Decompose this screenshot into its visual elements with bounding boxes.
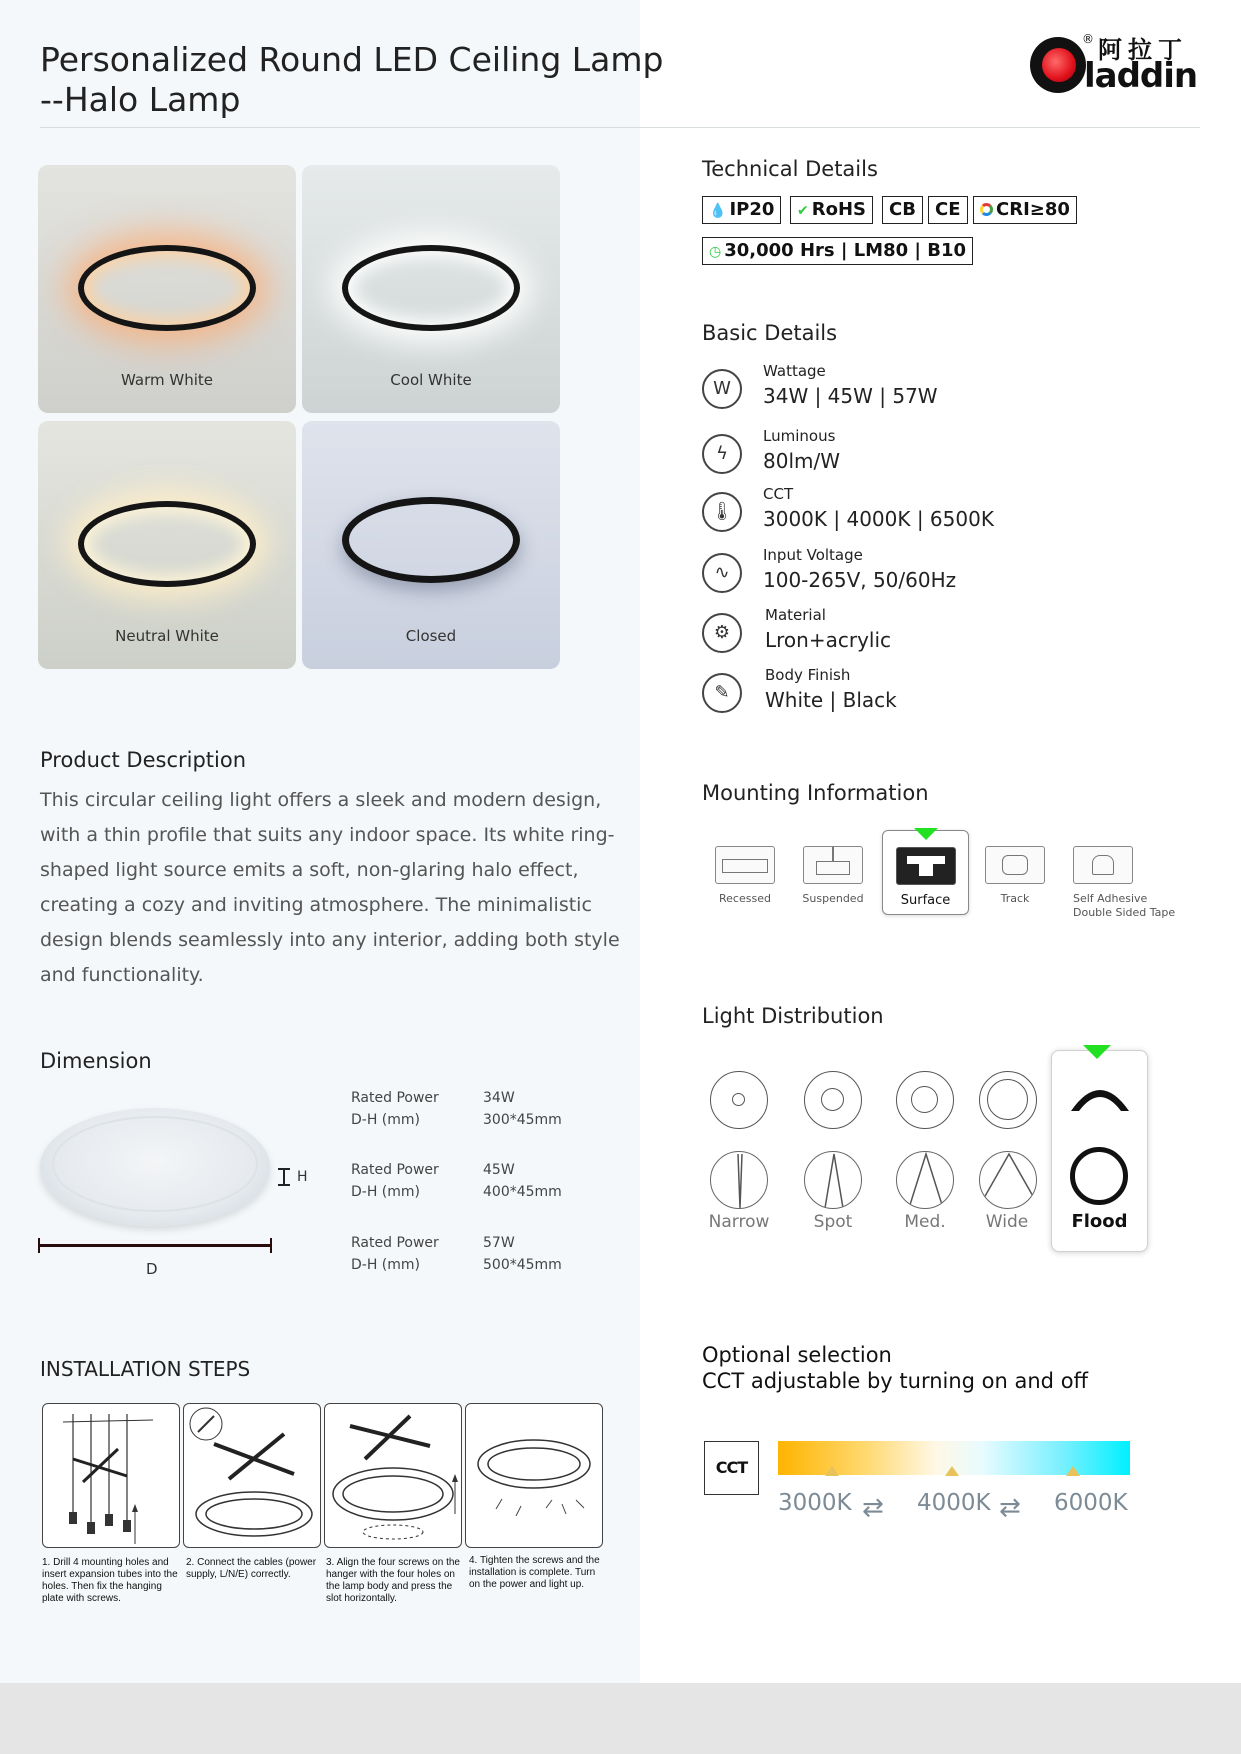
beam-label: Med. [904, 1212, 946, 1232]
selected-indicator-icon [914, 828, 938, 840]
install-step-2-illustration [183, 1403, 321, 1548]
rohs-check-icon: ✔ [797, 203, 809, 219]
photo-neutral-white [38, 421, 296, 669]
cct-value: 4000K [917, 1490, 991, 1516]
basic-value: White | Black [765, 688, 897, 712]
install-step-1-text: 1. Drill 4 mounting holes and insert expansion tubes into the holes. Then fix the hanging plate with screws. [42, 1557, 178, 1604]
lamp-ring [342, 497, 520, 583]
spec-key: D-H (mm) [351, 1184, 421, 1200]
spec-key: D-H (mm) [351, 1112, 421, 1128]
beam-label: Narrow [708, 1212, 770, 1232]
surface-icon [896, 847, 956, 885]
product-description-heading: Product Description [40, 748, 247, 772]
technical-details-heading: Technical Details [702, 157, 878, 181]
basic-label: Luminous [763, 427, 836, 445]
install-step-4-text: 4. Tighten the screws and the installation is complete. Turn on the power and light up. [469, 1555, 600, 1590]
basic-value: 34W | 45W | 57W [763, 384, 938, 408]
photo-label: Neutral White [115, 627, 219, 645]
light-distribution-heading: Light Distribution [702, 1004, 884, 1028]
logo-chinese-text: 阿拉丁 [1098, 36, 1188, 64]
spec-row-45w [351, 1159, 562, 1203]
spec-key: D-H (mm) [351, 1257, 421, 1273]
spot-beam-angle-icon [804, 1151, 862, 1209]
recessed-icon [715, 846, 775, 884]
cct-marker-6000k [1066, 1466, 1080, 1476]
spot-beam-top-icon [804, 1071, 862, 1129]
wide-beam-top-icon [979, 1071, 1037, 1129]
diameter-line [38, 1244, 272, 1247]
track-icon [985, 846, 1045, 884]
basic-label: Wattage [763, 362, 826, 380]
cct-marker-4000k [945, 1466, 959, 1476]
beam-label-selected: Flood [1071, 1211, 1128, 1232]
flood-option-selected[interactable] [1051, 1050, 1148, 1252]
optional-line-1: Optional selection [702, 1343, 892, 1367]
spec-key: Rated Power [351, 1090, 439, 1106]
suspended-icon [803, 846, 863, 884]
header-divider [40, 127, 1200, 128]
mount-label [1073, 892, 1176, 920]
wattage-icon: W [702, 369, 742, 409]
height-marker-icon [278, 1168, 290, 1186]
cct-value: 3000K [778, 1490, 852, 1516]
basic-label: Body Finish [765, 666, 851, 684]
paint-brush-icon: ✎ [702, 673, 742, 713]
basic-value: Lron+acrylic [765, 628, 892, 652]
selected-indicator-icon [1083, 1045, 1111, 1059]
mount-option-self-adhesive[interactable] [1073, 846, 1176, 920]
badge-cri [973, 196, 1077, 224]
mount-label-line2: Double Sided Tape [1073, 906, 1176, 919]
medium-beam-top-icon [896, 1071, 954, 1129]
spec-value: 45W [483, 1162, 515, 1178]
mount-option-track[interactable] [984, 846, 1046, 906]
wide-beam-angle-icon [979, 1151, 1037, 1209]
photo-closed [302, 421, 560, 669]
installation-heading: INSTALLATION STEPS [40, 1357, 251, 1381]
badge-lifetime [702, 237, 973, 265]
lamp-ring [342, 245, 520, 331]
lightning-icon: ϟ [702, 434, 742, 474]
badge-text: IP20 [729, 199, 775, 220]
title-line-1: Personalized Round LED Ceiling Lamp [40, 40, 664, 79]
swap-arrows-icon: ⇄ [999, 1493, 1021, 1523]
mount-option-recessed[interactable] [714, 846, 776, 906]
page-title [40, 40, 680, 120]
basic-label: Input Voltage [763, 546, 863, 564]
dimension-heading: Dimension [40, 1049, 152, 1073]
adhesive-tape-icon [1073, 846, 1133, 884]
photo-label: Closed [405, 627, 457, 645]
narrow-beam-angle-icon [710, 1151, 768, 1209]
spec-value: 400*45mm [483, 1184, 562, 1200]
install-step-1-illustration [42, 1403, 180, 1548]
water-drops-icon: 💧 [709, 203, 727, 219]
color-ring-icon [980, 203, 993, 216]
spec-value: 34W [483, 1090, 515, 1106]
cct-icon: CCT [704, 1441, 759, 1495]
thermometer-icon: 🌡 [702, 492, 742, 532]
ce-mark-icon: CE [935, 199, 961, 220]
photo-warm-white [38, 165, 296, 413]
install-step-2-text: 2. Connect the cables (power supply, L/N/E) correctly. [186, 1557, 317, 1580]
logo-english-text: laddin [1084, 56, 1198, 96]
flood-beam-angle-icon [1070, 1147, 1128, 1205]
install-step-3-illustration [324, 1403, 462, 1548]
mount-label: Track [1000, 892, 1030, 905]
flood-beam-top-icon [1069, 1073, 1131, 1113]
badge-ce [928, 196, 968, 224]
basic-details-heading: Basic Details [702, 321, 838, 345]
logo-circle-icon [1030, 37, 1086, 93]
beam-label: Spot [813, 1212, 853, 1232]
badge-text: 30,000 Hrs | LM80 | B10 [724, 240, 967, 261]
mount-option-suspended[interactable] [802, 846, 864, 906]
basic-label: CCT [763, 485, 794, 503]
optional-selection-heading [702, 1342, 1088, 1394]
install-step-3-text: 3. Align the four screws on the hanger with the four holes on the lamp body and press the slot horizontally. [326, 1557, 460, 1604]
lamp-ring [78, 501, 256, 587]
photo-label: Cool White [390, 371, 472, 389]
voltage-icon: ∿ [702, 553, 742, 593]
height-label: H [297, 1169, 308, 1185]
spec-key: Rated Power [351, 1162, 439, 1178]
badge-text: CRI≥80 [996, 199, 1070, 220]
spec-value: 500*45mm [483, 1257, 562, 1273]
basic-value: 80lm/W [763, 449, 841, 473]
lamp-ring [78, 245, 256, 331]
mount-option-surface-selected[interactable] [882, 830, 969, 915]
product-description-text: This circular ceiling light offers a sleek and modern design, with a thin profile that suits any indoor space. Its white ring-shaped light source emits a soft, non-glaring halo effect, creating a cozy and inviting atmosphere. The minimalistic design blends seamlessly into any interior, adding both style and functionality. [40, 789, 620, 986]
basic-value: 100-265V, 50/60Hz [763, 568, 957, 592]
cct-marker-3000k [825, 1466, 839, 1476]
spec-value: 57W [483, 1235, 515, 1251]
swap-arrows-icon: ⇄ [862, 1493, 884, 1523]
logo-registered-mark: ® [1082, 32, 1094, 46]
badge-cb [882, 196, 923, 224]
spec-value: 300*45mm [483, 1112, 562, 1128]
beam-label: Wide [985, 1212, 1029, 1232]
mounting-heading: Mounting Information [702, 781, 929, 805]
medium-beam-angle-icon [896, 1151, 954, 1209]
badge-ip20 [702, 196, 781, 224]
mount-label: Recessed [719, 892, 771, 905]
cct-value: 6000K [1054, 1490, 1128, 1516]
narrow-beam-top-icon [710, 1071, 768, 1129]
clock-icon: ◷ [709, 244, 722, 260]
footer-band [0, 1683, 1241, 1754]
material-icon: ⚙ [702, 613, 742, 653]
cb-mark-icon: CB [889, 199, 916, 220]
spec-row-34w [351, 1087, 562, 1131]
basic-value: 3000K | 4000K | 6500K [763, 507, 994, 531]
install-step-4-illustration [465, 1403, 603, 1548]
lamp-dimension-illustration [40, 1108, 270, 1226]
spec-row-57w [351, 1232, 562, 1276]
brand-logo [1030, 32, 1205, 96]
title-line-2: --Halo Lamp [40, 80, 241, 119]
photo-cool-white [302, 165, 560, 413]
mount-label-line1: Self Adhesive [1073, 892, 1148, 905]
diameter-label: D [146, 1260, 158, 1278]
badge-text: RoHS [811, 199, 866, 220]
spec-key: Rated Power [351, 1235, 439, 1251]
mount-label-selected: Surface [900, 893, 951, 908]
photo-label: Warm White [121, 371, 213, 389]
optional-line-2: CCT adjustable by turning on and off [702, 1369, 1089, 1393]
basic-label: Material [765, 606, 826, 624]
badge-rohs [790, 196, 873, 224]
mount-label: Suspended [802, 892, 864, 905]
